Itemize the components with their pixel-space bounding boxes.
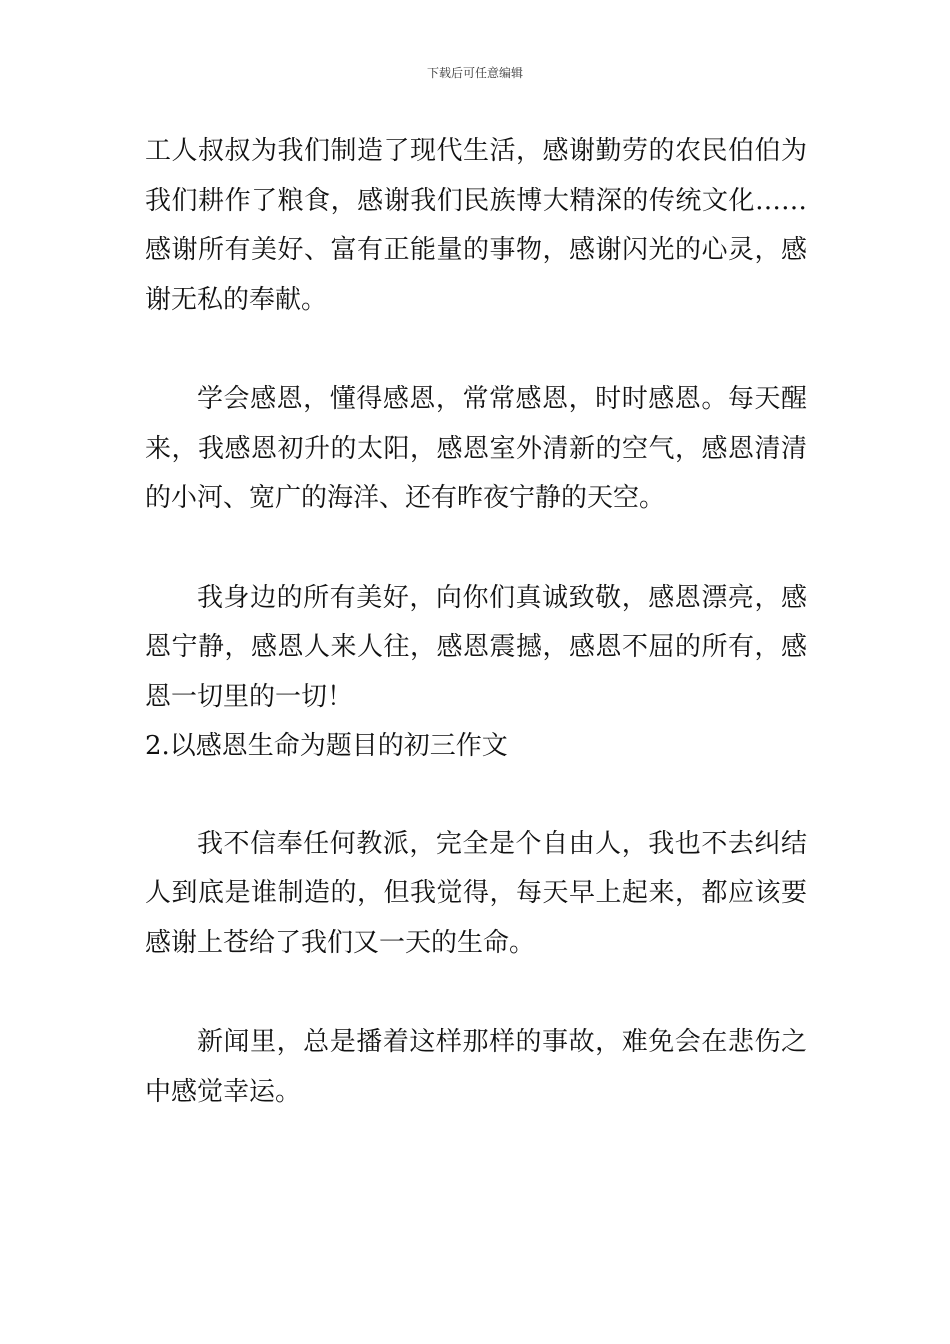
paragraph-3: 我身边的所有美好，向你们真诚致敬，感恩漂亮，感恩宁静，感恩人来人往，感恩震撼，感恩不屈的所有，感恩一切里的一切！ [145, 582, 807, 712]
section-heading: 2.以感恩生命为题目的初三作文 [145, 731, 508, 761]
section-paragraph-2: 新闻里，总是播着这样那样的事故，难免会在悲伤之中感觉幸运。 [145, 1027, 807, 1107]
paragraph-1: 工人叔叔为我们制造了现代生活，感谢勤劳的农民伯伯为我们耕作了粮食，感谢我们民族博大精深的传统文化……感谢所有美好、富有正能量的事物，感谢闪光的心灵，感谢无私的奉献。 [145, 136, 807, 315]
section-paragraph-1: 我不信奉任何教派，完全是个自由人，我也不去纠结人到底是谁制造的，但我觉得，每天早上起来，都应该要感谢上苍给了我们又一天的生命。 [145, 828, 807, 958]
document-body [145, 127, 807, 1117]
paragraph-2: 学会感恩，懂得感恩，常常感恩，时时感恩。每天醒来，我感恩初升的太阳，感恩室外清新的空气，感恩清清的小河、宽广的海洋、还有昨夜宁静的天空。 [145, 384, 807, 513]
page-header: 下载后可任意编辑 [426, 66, 523, 80]
